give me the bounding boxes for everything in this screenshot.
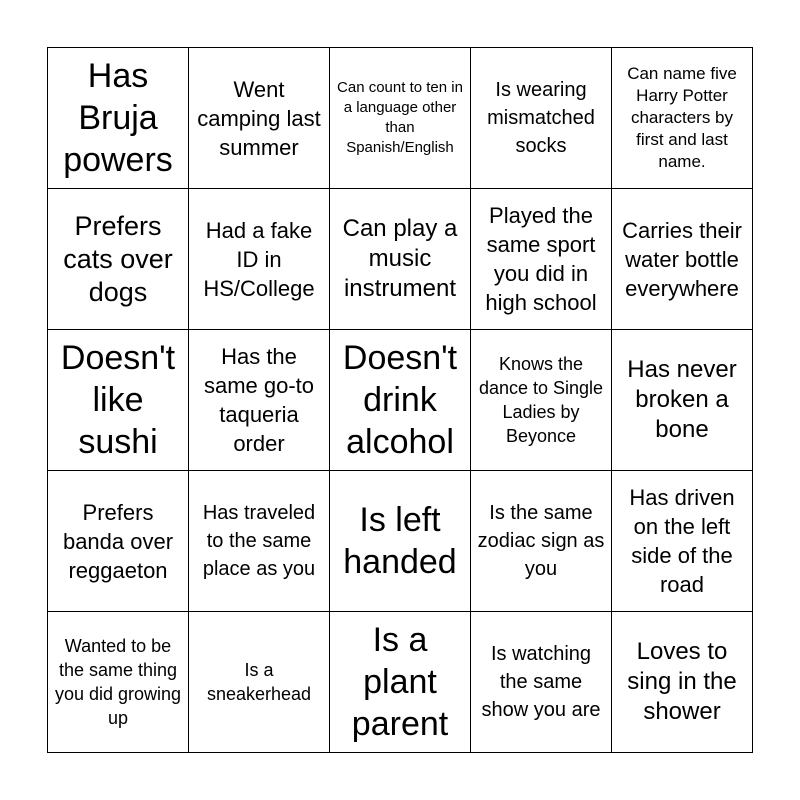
bingo-cell[interactable] [471, 330, 612, 471]
bingo-cell[interactable] [48, 48, 189, 189]
bingo-cell[interactable] [612, 189, 753, 330]
bingo-cell[interactable] [189, 330, 330, 471]
bingo-cell-text: Loves to sing in the shower [627, 638, 737, 725]
bingo-cell-text: Has Bruja powers [63, 57, 173, 179]
bingo-cell[interactable] [612, 48, 753, 189]
bingo-cell-text: Has driven on the left side of the road [629, 485, 735, 597]
bingo-cell[interactable] [189, 189, 330, 330]
bingo-board [47, 47, 753, 753]
bingo-cell-text: Is wearing mismatched socks [487, 79, 595, 157]
bingo-cell-text: Had a fake ID in HS/College [203, 217, 315, 301]
bingo-cell-text: Is the same zodiac sign as you [477, 502, 605, 580]
bingo-cell-text: Doesn't drink alcohol [342, 339, 458, 461]
bingo-cell[interactable] [48, 612, 189, 753]
bingo-cell[interactable] [612, 330, 753, 471]
bingo-cell[interactable] [471, 48, 612, 189]
bingo-cell-text: Prefers cats over dogs [63, 210, 173, 307]
bingo-cell-text: Has traveled to the same place as you [202, 502, 316, 580]
bingo-cell[interactable] [612, 612, 753, 753]
bingo-cell-text: Is watching the same show you are [481, 643, 601, 721]
bingo-cell-text: Played the same sport you did in high school [485, 203, 597, 315]
bingo-cell-text: Doesn't like sushi [60, 339, 176, 461]
bingo-cell[interactable] [48, 189, 189, 330]
bingo-cell[interactable] [330, 48, 471, 189]
bingo-cell-text: Prefers banda over reggaeton [62, 499, 174, 583]
bingo-cell-text: Carries their water bottle everywhere [622, 217, 742, 301]
bingo-cell[interactable] [330, 189, 471, 330]
bingo-cell[interactable] [48, 471, 189, 612]
bingo-cell[interactable] [189, 612, 330, 753]
bingo-cell-text: Can play a music instrument [342, 215, 458, 302]
bingo-cell-text: Wanted to be the same thing you did growing up [54, 636, 182, 728]
bingo-cell[interactable] [189, 48, 330, 189]
bingo-cell[interactable] [330, 330, 471, 471]
bingo-cell-text: Is left handed [343, 501, 457, 581]
bingo-cell-text: Knows the dance to Single Ladies by Beyonce [478, 354, 604, 446]
bingo-cell-text: Went camping last summer [197, 76, 321, 160]
bingo-cell[interactable] [612, 471, 753, 612]
bingo-cell[interactable] [471, 612, 612, 753]
bingo-cell-text: Is a sneakerhead [206, 660, 312, 704]
bingo-cell-text: Has never broken a bone [627, 356, 737, 443]
bingo-cell[interactable] [471, 189, 612, 330]
bingo-cell[interactable] [48, 330, 189, 471]
bingo-cell[interactable] [330, 612, 471, 753]
bingo-cell-text: Is a plant parent [351, 621, 449, 743]
bingo-cell-text: Can name five Harry Potter characters by first and last name. [627, 64, 737, 171]
bingo-cell-text: Has the same go-to taqueria order [203, 344, 315, 456]
bingo-cell[interactable] [471, 471, 612, 612]
bingo-cell[interactable] [189, 471, 330, 612]
bingo-cell-text: Can count to ten in a language other than Spanish/English [337, 79, 463, 156]
bingo-cell[interactable] [330, 471, 471, 612]
